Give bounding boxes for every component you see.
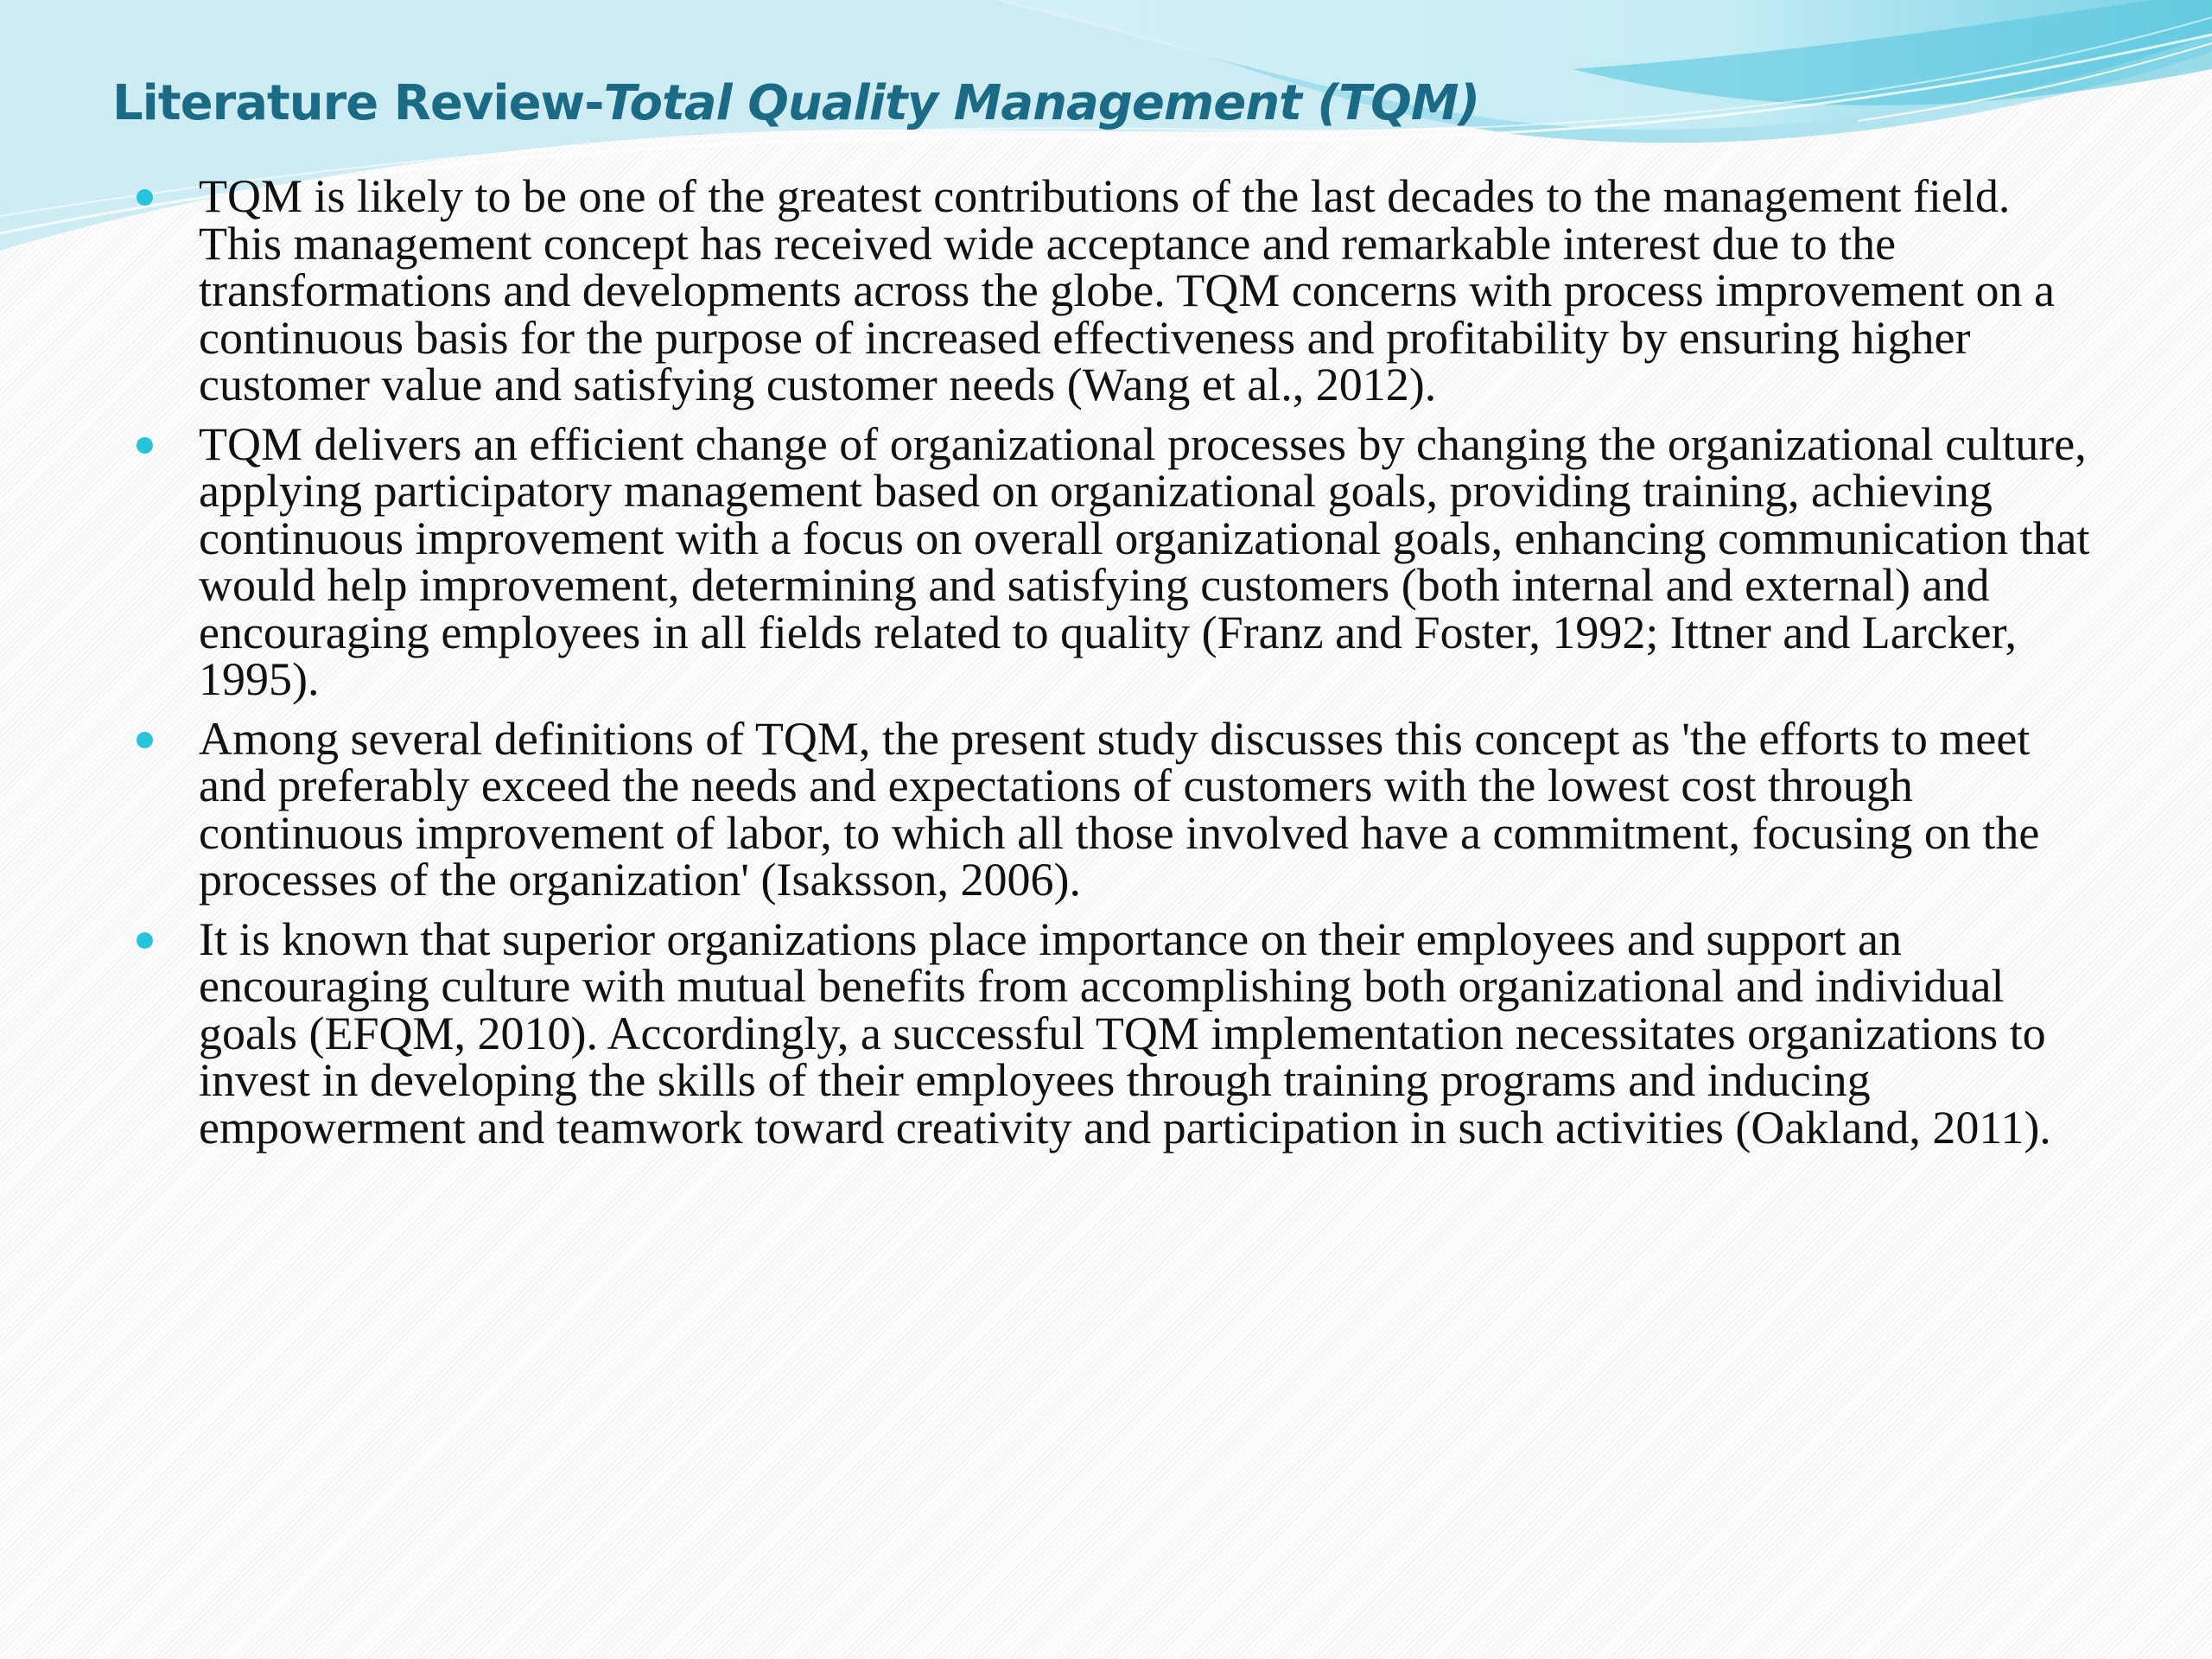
bullet-list (199, 170, 2100, 1163)
title-plain: Literature Review- (112, 75, 604, 131)
bullet-item (199, 417, 2100, 705)
bullet-dot-icon (137, 732, 153, 748)
bullet-dot-icon (137, 189, 153, 206)
slide-title (112, 69, 1479, 138)
title-italic: Total Quality Management (TQM) (603, 75, 1480, 131)
bullet-dot-icon (137, 932, 153, 949)
bullet-text: TQM delivers an efficient change of organizational processes by changing the organizational culture, applying participatory management based on organizational goals, providing training, achieving continuous improvement with a focus on overall organizational goals, enhancing communication that would help improvement, determining and satisfying customers (both internal and external) and encouraging employees in all fields related to quality (Franz and Foster, 1992; Ittner and Larcker, 1995). (199, 417, 2090, 705)
bullet-dot-icon (137, 437, 153, 454)
bullet-text: Among several definitions of TQM, the present study discusses this concept as 'the efforts to meet and preferably exceed the needs and expectations of customers with the lowest cost through continuous improvement of labor, to which all those involved have a commitment, focusing on the processes of the organization' (Isaksson, 2006). (199, 712, 2040, 906)
bullet-text: It is known that superior organizations place importance on their employees and support an encouraging culture with mutual benefits from accomplishing both organizational and individual goals (EFQM, 2010). Accordingly, a successful TQM implementation necessitates organizations to invest in developing the skills of their employees through training programs and inducing empowerment and teamwork toward creativity and participation in such activities (Oakland, 2011). (199, 912, 2051, 1154)
bullet-item (199, 712, 2100, 906)
bullet-item (199, 912, 2100, 1154)
bullet-text: TQM is likely to be one of the greatest contributions of the last decades to the management field. This management concept has received wide acceptance and remarkable interest due to the transformations and developments across the globe. TQM concerns with process improvement on a continuous basis for the purpose of increased effectiveness and profitability by ensuring higher customer value and satisfying customer needs (Wang et al., 2012). (199, 170, 2055, 410)
bullet-item (199, 170, 2100, 410)
